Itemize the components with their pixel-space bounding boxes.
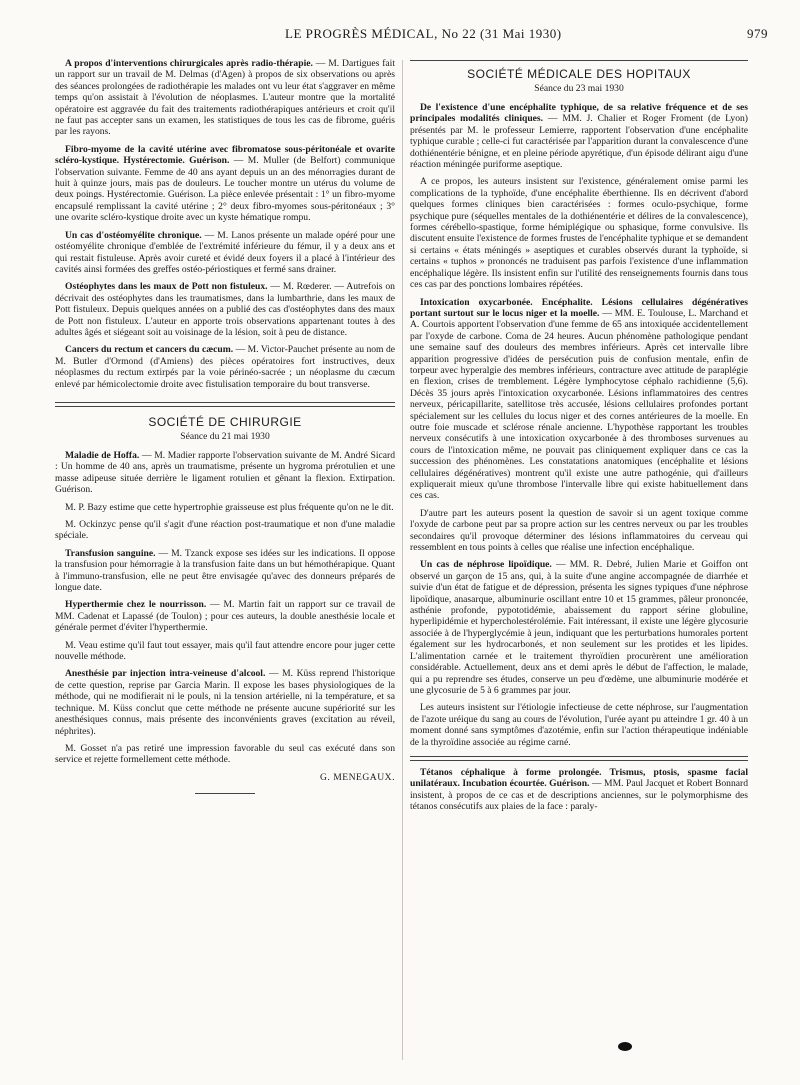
left-column	[55, 58, 395, 794]
article-body: — M. Muller (de Belfort) communique l'observation suivante. Femme de 40 ans ayant depuis un an des ménorragies durant de huit à quinze jours, mais pas de douleurs. Le toucher montre un utérus du volume de deux poings. Hystérectomie. Guérison. La pièce enlevée présentait : 1° un fibro-myome encapsulé remplissant la cavité utérine ; 2° deux fibro-myomes sous-péritonéaux ; 3° une ovarite scléro-kystique droite avec un kyste hématique rompu.	[55, 155, 395, 224]
article-paragraph	[55, 281, 395, 338]
article-heading: Un cas d'ostéomyélite chronique.	[65, 229, 202, 241]
article-heading: Fibro-myome de la cavité utérine avec fibromatose sous-péritonéale et ovarite scléro-kystique. Hystérectomie. Guérison.	[55, 143, 395, 167]
section-divider	[55, 402, 395, 407]
article-paragraph: M. Ockinzyc pense qu'il s'agit d'une réaction post-traumatique et non d'une maladie spéciale.	[55, 519, 395, 542]
section-divider	[410, 756, 748, 761]
article-paragraph	[55, 599, 395, 633]
article-paragraph	[55, 230, 395, 276]
section-title: SOCIÉTÉ MÉDICALE DES HOPITAUX	[467, 67, 691, 81]
article-paragraph: M. Gosset n'a pas retiré une impression favorable du seul cas exécuté dans son service et rejette formellement cette méthode.	[55, 742, 395, 766]
section-title: SOCIÉTÉ DE CHIRURGIE	[148, 414, 302, 429]
article-heading: Cancers du rectum et cancers du cæcum.	[65, 344, 234, 356]
article-paragraph: M. Veau estime qu'il faut tout essayer, mais qu'il faut attendre encore pour juger cette nouvelle méthode.	[55, 639, 395, 663]
article-body: — M. Victor-Pauchet présente au nom de M. Butler d'Ormond (d'Amiens) des pièces opératoires fort instructives, deux néoplasmes du rectum extirpés par la voie périnéo-sacrée ; un néoplasme du cæcum enlevé par hémicolectomie droite avec fistulisation temporaire du bout transverse.	[55, 344, 395, 390]
article-heading: Un cas de néphrose lipoïdique.	[420, 559, 552, 571]
article-body: — M. Lanos présente un malade opéré pour une ostéomyélite chronique d'emblée de l'extrémité inférieure du fémur, il y a deux ans et qui restait fistuleuse. Après avoir cureté et évidé deux foyers il a placé à l'intérieur des cavités ainsi formées des greffes ostéo-périostiques et fermé sans drainer.	[55, 229, 395, 275]
article-body: — MM. R. Debré, Julien Marie et Goiffon ont observé un garçon de 15 ans, qui, à la suite d'une angine accompagnée de diarrhée et suivie d'un état de fatigue et de dépression, présenta les signes typiques d'une néphrose lipoïdique, anasarque, albuminurie oscillant entre 10 et 15 grammes, pâleur prononcée, asthénie profonde, pypototidémie, abaissement du rapport sérine globuline, hyperlipidémie et hypercholestérolémie. Fait intéressant, il existe une légère glycosurie associée à de l'hyperglycémie à jeun, indiquant que les perturbations humorales portent également sur les hydrocarbonés, et non seulement sur les protides et les lipides. L'alimentation carnée et le traitement thyroïdien procurèrent une amélioration considérable. Actuellement, deux ans et demi après le début de l'affection, le malade, qui a pu reprendre ses études, conserve un peu d'œdème, une albuminurie modérée et une glycosurie de 5 à 6 grammes par jour.	[410, 559, 748, 696]
section-divider	[410, 60, 748, 61]
section-date: Séance du 23 mai 1930	[534, 83, 624, 94]
article-heading: Ostéophytes dans les maux de Pott non fistuleux.	[65, 281, 268, 293]
article-body: — M. Martin fait un rapport sur ce travail de MM. Cadenat et Lapassé (de Toulon) ; pour ces auteurs, la double anesthésie locale et générale permet d'éviter l'hyperthermie.	[55, 599, 395, 634]
article-heading: Intoxication oxycarbonée. Encéphalite. Lésions cellulaires dégénératives portant surtout sur le locus niger et la moelle.	[410, 296, 748, 319]
article-paragraph	[410, 297, 748, 502]
running-header	[0, 22, 800, 44]
article-body: — M. Rœderer. — Autrefois on décrivait des ostéophytes dans les traumatismes, dans la lumbarthrie, dans les maux de Pott fistuleux. Depuis quelques années on a publié des cas d'ostéophytes dans des maux de Pott non fistuleux. L'auteur en apporte trois observations appartenant toutes à des adultes âgés et siégeant soit au voisinage de la lésion, soit à peu de distance.	[55, 281, 395, 338]
article-paragraph	[55, 668, 395, 736]
article-paragraph	[55, 144, 395, 224]
article-body: — M. Tzanck expose ses idées sur les indications. Il oppose la transfusion pour hémorragie à la transfusion faite dans un but hémothérapique. Quant à l'immuno-transfusion, elle ne peut être envisagée qu'avec des donneurs préparés de longue date.	[55, 547, 395, 594]
article-heading: Anesthésie par injection intra-veineuse d'alcool.	[65, 668, 266, 680]
article-heading: A propos d'interventions chirurgicales après radio-thérapie.	[65, 58, 313, 69]
section-date: Séance du 21 mai 1930	[180, 430, 270, 442]
article-heading: Maladie de Hoffa.	[65, 449, 140, 461]
article-heading: De l'existence d'une encéphalite typhique, de sa relative fréquence et de ses principales modalités cliniques.	[410, 102, 748, 125]
article-body: — M. Madier rapporte l'observation suivante de M. André Sicard : Un homme de 40 ans, après un traumatisme, présente un hygroma prérotulien et une masse adipeuse située derrière le ligament rotulien et gênant la flexion. Extirpation. Guérison.	[55, 449, 395, 496]
article-paragraph: Les auteurs insistent sur l'étiologie infectieuse de cette néphrose, sur l'augmentation de l'azote uréique du sang au cours de l'évolution, l'urée ayant pu atteindre 1 gr. 40 à un moment donné sans symptômes d'azotémie, enfin sur l'action thérapeutique indéniable de la thyroïdine associée au régime carné.	[410, 702, 748, 748]
article-paragraph	[410, 102, 748, 170]
right-column	[410, 58, 748, 819]
article-body: — MM. J. Chalier et Roger Froment (de Lyon) présentés par M. le professeur Lemierre, rapportent l'observation d'une encéphalite typhique curable ; celle-ci fut caractérisée par l'apparition durant la convalescence d'une dothiénentérie bénigne, et en pleine période apyrétique, d'un épisode délirant aigu d'une réaction méningée puriforme aseptique.	[410, 113, 748, 171]
article-paragraph	[55, 548, 395, 594]
signature: G. MENEGAUX.	[319, 771, 395, 783]
article-body: — MM. Paul Jacquet et Robert Bonnard insistent, à propos de ce cas et de descriptions anciennes, sur le polymorphisme des tétanos consécutifs aux plaies de la face : paraly-	[410, 778, 748, 813]
article-paragraph	[55, 58, 395, 138]
article-paragraph	[410, 767, 748, 813]
article-paragraph: D'autre part les auteurs posent la question de savoir si un agent toxique comme l'oxyde de carbone peut par sa propre action sur les centres nerveux ou par les troubles secondaires qu'il provoque déterminer des lésions inflammatoires du cerveau qui ressemblent en tous points à celles que réalise une infection encéphalique.	[410, 507, 748, 554]
article-paragraph	[55, 344, 395, 390]
article-heading: Tétanos céphalique à forme prolongée. Trismus, ptosis, spasme facial unilatéraux. Incubation écourtée. Guérison.	[410, 766, 748, 790]
article-paragraph: A ce propos, les auteurs insistent sur l'existence, généralement omise parmi les complications de la typhoïde, d'une encéphalite éberthienne. Ils en décrivent d'abord quelques formes cliniques bien caractérisées : formes oculo-psychique, forme psychique pure (séquelles mentales de la dothiénentérie et délires de la convalescence), formes cérébello-spastique, forme hémiplégique ou sphasique, forme convulsive. Ils discutent ensuite l'existence de formes frustes de l'encéphalite typhique et se demandent si certains « états méningés » aseptiques et curables observés durant la typhoïde, si certains « tuphos » prononcés ne traduisent pas parfois l'existence d'une inflammation encéphalique légère. Ils insistent enfin sur l'utilité des renseignements fournis dans tous ces cas par des ponctions lombaires répétées.	[410, 176, 748, 291]
article-body: — M. Küss reprend l'historique de cette question, reprise par Garcia Marin. Il expose les bases physiologiques de la méthode, qui ne modifierait ni le pouls, ni la tension artérielle, ni la température, et sa technique. M. Küss conclut que cette méthode ne présente aucune supériorité sur les anesthésiques connus, mais présente des inconvénients graves (excitation au réveil, néphrites).	[55, 668, 395, 737]
article-heading: Hyperthermie chez le nourrisson.	[65, 599, 207, 611]
article-paragraph	[410, 559, 748, 696]
article-body: — MM. E. Toulouse, L. Marchand et A. Courtois apportent l'observation d'une femme de 65 ans intoxiquée accidentellement par l'oxyde de carbone. Coma de 24 heures. Aucun phénomène pathologique pendant une semaine sauf des douleurs des membres inférieurs. Après cet intervalle libre apparition progressive d'idées de persécution puis de confusion mentale, enfin de torpeur avec hyperalgie des membres inférieurs, contracture avec attitude de paraplégie en flexion, crises de tremblement. Légère lymphocytose céphalo rachidienne (5,6). Décès 35 jours après l'intoxication oxycarbonée. Lésions inflammatoires des centres nerveux, péricapillarite, satellitose très accusée, lésions cellulaires profondes portant spécialement sur les cellules du locus niger et des cornes antérieures de la moelle. En outre foie muscade et sclérose rénale ancienne. L'hypothèse rapportant les troubles nerveux consécutifs à une intoxication oxycarbonée à des thromboses survenues au cours de l'intoxication même, ne pouvait pas cliniquement expliquer dans ce cas la succession des phénomènes. Les constatations anatomiques (encéphalite et lésions cellulaires dégénératives) montrent qu'il existe une autre pathogénie, qui d'ailleurs expliquerait mieux qu'une thrombose l'intervalle libre qui existe habituellement dans ces cas.	[410, 307, 748, 502]
ink-blot	[618, 1042, 632, 1051]
end-rule	[195, 793, 255, 794]
journal-title: LE PROGRÈS MÉDICAL, No 22 (31 Mai 1930)	[285, 26, 562, 41]
article-paragraph: M. P. Bazy estime que cette hypertrophie graisseuse est plus fréquente qu'on ne le dit.	[65, 501, 394, 513]
article-paragraph	[55, 450, 395, 496]
column-divider	[402, 60, 403, 1060]
page-number: 979	[747, 26, 768, 41]
article-body: — M. Dartigues fait un rapport sur un travail de M. Delmas (d'Agen) à propos de six observations ou après des séances prolongées de radiothérapie les malades ont vu leur état s'aggraver en même temps qu'on assistait à l'évolution de néoplasmes. L'auteur montre que la mortalité opératoire est aggravée du fait des traitements radiothérapiques antérieurs et croit qu'il ne faut pas accepter sans un examen, les statistiques de tous les cas de fibrome, guéris par les rayons.	[55, 58, 395, 138]
article-heading: Transfusion sanguine.	[65, 547, 156, 559]
